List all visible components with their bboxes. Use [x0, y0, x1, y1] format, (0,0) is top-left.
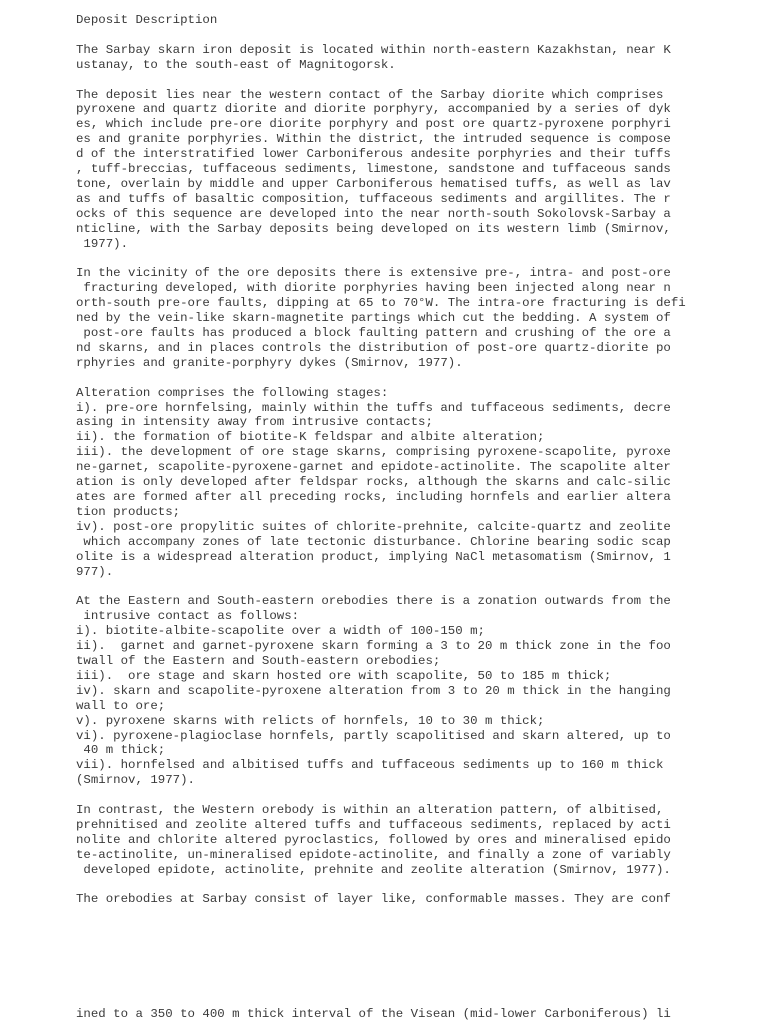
document-body-text: Deposit Description The Sarbay skarn iron deposit is located within north-eastern Kazakhstan, near K ustanay, to the south-east of Magnitogorsk. The deposit lies near the western contact of the Sarbay diorite which comprises pyroxene and quartz diorite and diorite porphyry, accompanied by a series of dyk es, which include pre-ore diorite porphyry and post ore quartz-pyroxene porphyri es and granite porphyries. Within the district, the intruded sequence is compose d of the interstratified lower Carboniferous andesite porphyries and their tuffs , tuff-breccias, tuffaceous sediments, limestone, sandstone and tuffaceous sands tone, overlain by middle and upper Carboniferous hematised tuffs, as well as lav as and tuffs of basaltic composition, tuffaceous sediments and argillites. The r ocks of this sequence are developed into the near north-south Sokolovsk-Sarbay a nticline, with the Sarbay deposits being developed on its western limb (Smirnov, 1977). In the vicinity of the ore deposits there is extensive pre-, intra- and post-ore fracturing developed, with diorite porphyries having been injected along near n orth-south pre-ore faults, dipping at 65 to 70°W. The intra-ore fracturing is defi ned by the vein-like skarn-magnetite partings which cut the bedding. A system of post-ore faults has produced a block faulting pattern and crushing of the ore a nd skarns, and in places controls the distribution of post-ore quartz-diorite po rphyries and granite-porphyry dykes (Smirnov, 1977). Alteration comprises the following stages: i). pre-ore hornfelsing, mainly within the tuffs and tuffaceous sediments, decre asing in intensity away from intrusive contacts; ii). the formation of biotite-K feldspar and albite alteration; iii). the development of ore stage skarns, comprising pyroxene-scapolite, pyroxe ne-garnet, scapolite-pyroxene-garnet and epidote-actinolite. The scapolite alter ation is only developed after feldspar rocks, although the skarns and calc-silic ates are formed after all preceding rocks, including hornfels and earlier altera tion products; iv). post-ore propylitic suites of chlorite-prehnite, calcite-quartz and zeolite which accompany zones of late tectonic disturbance. Chlorine bearing sodic scap olite is a widespread alteration product, implying NaCl metasomatism (Smirnov, 1 977). At the Eastern and South-eastern orebodies there is a zonation outwards from the intrusive contact as follows: i). biotite-albite-scapolite over a width of 100-150 m; ii). garnet and garnet-pyroxene skarn forming a 3 to 20 m thick zone in the foo twall of the Eastern and South-eastern orebodies; iii). ore stage and skarn hosted ore with scapolite, 50 to 185 m thick; iv). skarn and scapolite-pyroxene alteration from 3 to 20 m thick in the hanging wall to ore; v). pyroxene skarns with relicts of hornfels, 10 to 30 m thick; vi). pyroxene-plagioclase hornfels, partly scapolitised and skarn altered, up to 40 m thick; vii). hornfelsed and albitised tuffs and tuffaceous sediments up to 160 m thick (Smirnov, 1977). In contrast, the Western orebody is within an alteration pattern, of albitised, prehnitised and zeolite altered tuffs and tuffaceous sediments, replaced by acti nolite and chlorite altered pyroclastics, followed by ores and mineralised epido te-actinolite, un-mineralised epidote-actinolite, and finally a zone of variably developed epidote, actinolite, prehnite and zeolite alteration (Smirnov, 1977). The orebodies at Sarbay consist of layer like, conformable masses. They are conf — [76, 13, 686, 907]
document-continuation-line: ined to a 350 to 400 m thick interval of the Visean (mid-lower Carboniferous) li — [76, 1007, 671, 1021]
